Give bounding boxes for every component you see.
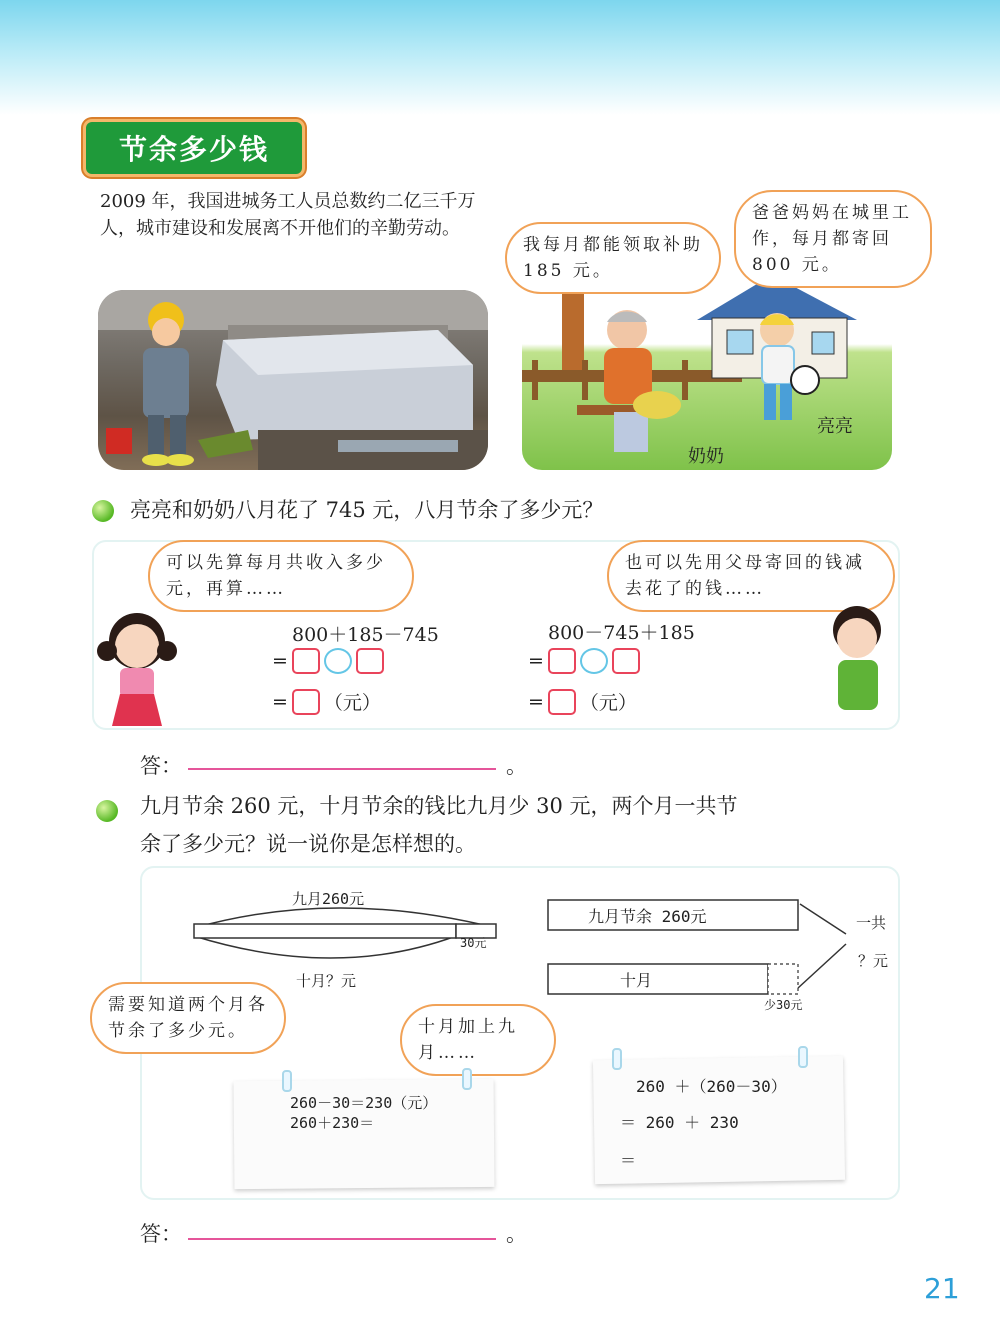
answer-box[interactable] bbox=[548, 689, 576, 715]
worker-photo bbox=[98, 290, 488, 470]
girl-illustration bbox=[92, 606, 182, 726]
calc-right-line-1: 260 ＋（260－30） bbox=[636, 1077, 787, 1096]
answer-label-2: 答： bbox=[140, 1222, 182, 1246]
expr-right: 800－745＋185 bbox=[548, 622, 695, 644]
label-grandma: 奶奶 bbox=[688, 446, 724, 467]
calc-right-line-2: ＝ 260 ＋ 230 bbox=[620, 1113, 739, 1132]
answer-box[interactable] bbox=[292, 648, 320, 674]
answer-line-2[interactable] bbox=[188, 1238, 496, 1240]
speech-bubble-girl: 可以先算每月共收入多少元，再算…… bbox=[148, 540, 414, 612]
diagram1-bottom-label: 十月？元 bbox=[296, 972, 357, 990]
diagram1-top-label: 九月260元 bbox=[292, 890, 365, 908]
speech-bubble-middle: 十月加上九月…… bbox=[400, 1004, 556, 1076]
equation-row-left-1 bbox=[272, 648, 384, 674]
answer-end-2: 。 bbox=[506, 1222, 527, 1246]
boy-illustration bbox=[812, 600, 902, 720]
speech-bubble-grandma: 我每月都能领取补助 185 元。 bbox=[505, 222, 721, 294]
diagram2-october-label: 十月 bbox=[620, 971, 653, 990]
equals-sign: = bbox=[272, 650, 288, 672]
intro-paragraph: 2009 年，我国进城务工人员总数约二亿三千万人，城市建设和发展离不开他们的辛勤劳动。 bbox=[100, 191, 476, 239]
answer-end-1: 。 bbox=[506, 754, 527, 778]
answer-box[interactable] bbox=[356, 648, 384, 674]
question-1-text: 亮亮和奶奶八月花了 745 元，八月节余了多少元？ bbox=[130, 498, 604, 522]
bullet-icon bbox=[96, 800, 118, 822]
answer-box[interactable] bbox=[612, 648, 640, 674]
equals-sign: = bbox=[528, 650, 544, 672]
answer-box[interactable] bbox=[292, 689, 320, 715]
calc-left-line-1: 260－30＝230（元） bbox=[290, 1094, 438, 1112]
top-gradient-band bbox=[0, 0, 1000, 115]
question-2-line-2: 余了多少元？说一说你是怎样想的。 bbox=[140, 832, 476, 856]
diagram2-total-label-2: ？元 bbox=[858, 952, 889, 970]
speech-bubble-liangliang: 爸爸妈妈在城里工作，每月都寄回 800 元。 bbox=[734, 190, 932, 288]
answer-box[interactable] bbox=[548, 648, 576, 674]
expr-left: 800＋185－745 bbox=[292, 624, 439, 646]
paperclip-icon bbox=[612, 1048, 622, 1070]
answer-line-1[interactable] bbox=[188, 768, 496, 770]
equation-row-left-2 bbox=[272, 688, 381, 715]
speech-bubble-left: 需要知道两个月各节余了多少元。 bbox=[90, 982, 286, 1054]
paperclip-icon bbox=[798, 1046, 808, 1068]
equals-sign: = bbox=[528, 690, 544, 713]
diagram2-less-label: 少30元 bbox=[764, 998, 803, 1012]
equation-row-right-1 bbox=[528, 648, 640, 674]
answer-label-1: 答： bbox=[140, 754, 182, 778]
speech-bubble-boy: 也可以先用父母寄回的钱减去花了的钱…… bbox=[607, 540, 895, 612]
diagram1-gap-label: 30元 bbox=[460, 936, 487, 950]
calc-left-line-2: 260＋230＝ bbox=[290, 1114, 375, 1132]
paperclip-icon bbox=[462, 1068, 472, 1090]
equation-row-right-2 bbox=[528, 688, 637, 715]
unit-label: （元） bbox=[579, 692, 637, 714]
unit-label: （元） bbox=[323, 692, 381, 714]
operator-circle[interactable] bbox=[580, 648, 608, 674]
page-number: 21 bbox=[924, 1272, 960, 1305]
section-title: 节余多少钱 bbox=[86, 122, 302, 174]
paperclip-icon bbox=[282, 1070, 292, 1092]
equals-sign: = bbox=[272, 690, 288, 713]
operator-circle[interactable] bbox=[324, 648, 352, 674]
diagram2-september-label: 九月节余 260元 bbox=[588, 907, 707, 926]
diagram2-total-label-1: 一共 bbox=[856, 914, 887, 932]
worker-photo-illustration bbox=[98, 290, 488, 470]
bullet-icon bbox=[92, 500, 114, 522]
calc-right-line-3: ＝ bbox=[620, 1151, 637, 1170]
question-2-line-1: 九月节余 260 元，十月节余的钱比九月少 30 元，两个月一共节 bbox=[140, 794, 738, 818]
label-liangliang: 亮亮 bbox=[817, 416, 853, 437]
